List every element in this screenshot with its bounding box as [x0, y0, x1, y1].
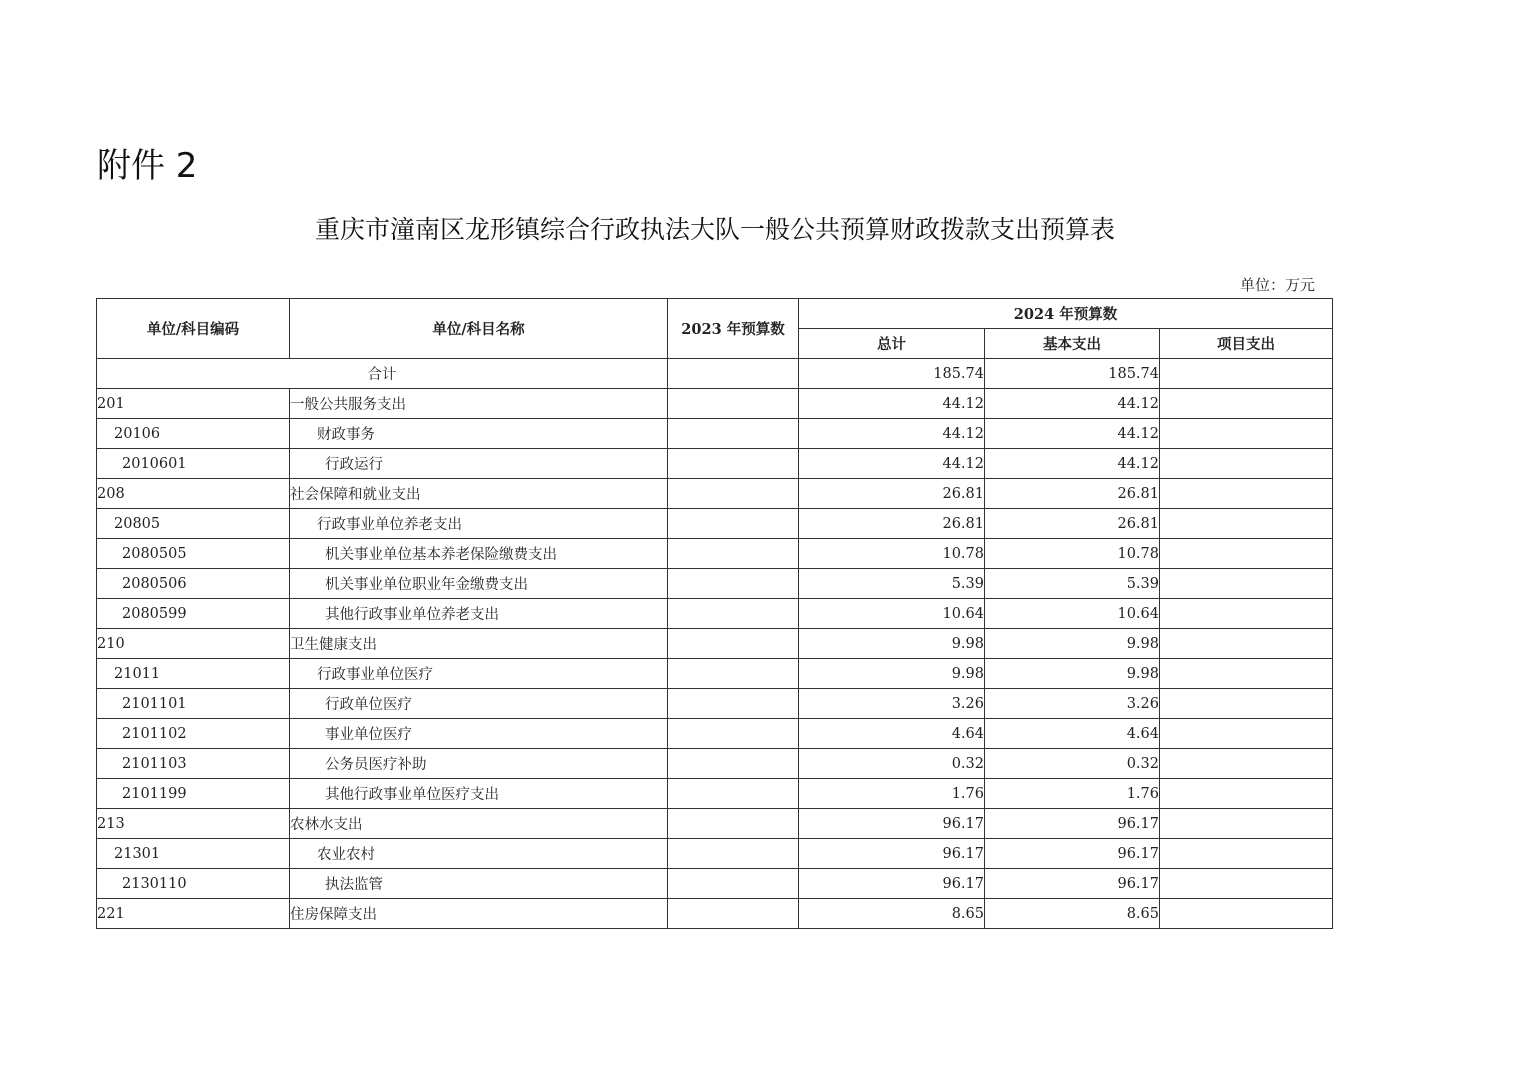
- row-project: [1160, 419, 1333, 449]
- row-project: [1160, 719, 1333, 749]
- row-code: 2080506: [97, 569, 290, 599]
- row-project: [1160, 899, 1333, 929]
- row-basic: 3.26: [985, 689, 1160, 719]
- row-code: 201: [97, 389, 290, 419]
- table-row: [97, 629, 1333, 659]
- row-prev-budget: [668, 539, 799, 569]
- row-prev-budget: [668, 659, 799, 689]
- row-project: [1160, 449, 1333, 479]
- row-name: 机关事业单位基本养老保险缴费支出: [290, 539, 668, 569]
- row-project: [1160, 539, 1333, 569]
- header-code: 单位/科目编码: [97, 299, 290, 359]
- header-cur-budget: 2024 年预算数: [799, 299, 1333, 329]
- row-project: [1160, 689, 1333, 719]
- row-name: 其他行政事业单位养老支出: [290, 599, 668, 629]
- table-row: [97, 779, 1333, 809]
- row-project: [1160, 569, 1333, 599]
- row-basic: 8.65: [985, 899, 1160, 929]
- row-code: 21301: [97, 839, 290, 869]
- row-name: 执法监管: [290, 869, 668, 899]
- table-row: [97, 689, 1333, 719]
- row-name: 住房保障支出: [290, 899, 668, 929]
- table-row: [97, 749, 1333, 779]
- row-project: [1160, 599, 1333, 629]
- header-total: 总计: [799, 329, 985, 359]
- header-basic: 基本支出: [985, 329, 1160, 359]
- row-total: 8.65: [799, 899, 985, 929]
- row-code: 208: [97, 479, 290, 509]
- header-prev-budget: 2023 年预算数: [668, 299, 799, 359]
- row-prev-budget: [668, 509, 799, 539]
- row-total: 10.64: [799, 599, 985, 629]
- row-code: 221: [97, 899, 290, 929]
- row-total: 96.17: [799, 839, 985, 869]
- row-basic: 26.81: [985, 479, 1160, 509]
- row-total: 10.78: [799, 539, 985, 569]
- table-row: [97, 479, 1333, 509]
- row-basic: 4.64: [985, 719, 1160, 749]
- row-code: 213: [97, 809, 290, 839]
- row-total: 9.98: [799, 629, 985, 659]
- total-label: 合计: [97, 359, 668, 389]
- table-row: [97, 899, 1333, 929]
- row-basic: 10.78: [985, 539, 1160, 569]
- row-prev-budget: [668, 479, 799, 509]
- row-name: 公务员医疗补助: [290, 749, 668, 779]
- table-row: [97, 599, 1333, 629]
- row-basic: 44.12: [985, 389, 1160, 419]
- row-code: 210: [97, 629, 290, 659]
- row-name: 事业单位医疗: [290, 719, 668, 749]
- row-basic: 44.12: [985, 419, 1160, 449]
- row-basic: 44.12: [985, 449, 1160, 479]
- row-code: 2080505: [97, 539, 290, 569]
- table-row: [97, 449, 1333, 479]
- row-project: [1160, 629, 1333, 659]
- attachment-label: 附件 2: [97, 146, 198, 186]
- row-total: 5.39: [799, 569, 985, 599]
- row-name: 社会保障和就业支出: [290, 479, 668, 509]
- row-code: 2080599: [97, 599, 290, 629]
- row-prev-budget: [668, 839, 799, 869]
- row-project: [1160, 509, 1333, 539]
- row-basic: 9.98: [985, 659, 1160, 689]
- row-project: [1160, 659, 1333, 689]
- row-total: 26.81: [799, 479, 985, 509]
- row-prev-budget: [668, 869, 799, 899]
- row-project: [1160, 779, 1333, 809]
- row-code: 2101102: [97, 719, 290, 749]
- row-total: 44.12: [799, 419, 985, 449]
- row-total: 3.26: [799, 689, 985, 719]
- row-total: 4.64: [799, 719, 985, 749]
- table-row: [97, 419, 1333, 449]
- row-total: 96.17: [799, 809, 985, 839]
- table-row: [97, 539, 1333, 569]
- row-name: 行政运行: [290, 449, 668, 479]
- row-name: 行政单位医疗: [290, 689, 668, 719]
- row-total: 26.81: [799, 509, 985, 539]
- table-row: [97, 509, 1333, 539]
- row-project: [1160, 479, 1333, 509]
- row-project: [1160, 809, 1333, 839]
- row-code: 2010601: [97, 449, 290, 479]
- row-code: 2130110: [97, 869, 290, 899]
- table-row: [97, 869, 1333, 899]
- row-name: 农业农村: [290, 839, 668, 869]
- row-total: 9.98: [799, 659, 985, 689]
- row-total: 44.12: [799, 449, 985, 479]
- table-row: [97, 839, 1333, 869]
- row-code: 2101101: [97, 689, 290, 719]
- total-basic: 185.74: [985, 359, 1160, 389]
- row-total: 96.17: [799, 869, 985, 899]
- row-basic: 0.32: [985, 749, 1160, 779]
- row-prev-budget: [668, 629, 799, 659]
- unit-label: 单位：万元: [1240, 276, 1316, 294]
- row-prev-budget: [668, 449, 799, 479]
- row-prev-budget: [668, 599, 799, 629]
- table-row: [97, 569, 1333, 599]
- row-total: 0.32: [799, 749, 985, 779]
- total-row: [97, 359, 1333, 389]
- row-name: 财政事务: [290, 419, 668, 449]
- header-project: 项目支出: [1160, 329, 1333, 359]
- row-prev-budget: [668, 569, 799, 599]
- row-project: [1160, 869, 1333, 899]
- total-total: 185.74: [799, 359, 985, 389]
- row-code: 20805: [97, 509, 290, 539]
- total-project: [1160, 359, 1333, 389]
- row-name: 行政事业单位养老支出: [290, 509, 668, 539]
- row-project: [1160, 839, 1333, 869]
- row-project: [1160, 749, 1333, 779]
- row-name: 农林水支出: [290, 809, 668, 839]
- row-name: 行政事业单位医疗: [290, 659, 668, 689]
- row-code: 2101199: [97, 779, 290, 809]
- row-name: 卫生健康支出: [290, 629, 668, 659]
- page-title: 重庆市潼南区龙形镇综合行政执法大队一般公共预算财政拨款支出预算表: [314, 215, 1115, 244]
- row-name: 机关事业单位职业年金缴费支出: [290, 569, 668, 599]
- row-prev-budget: [668, 719, 799, 749]
- row-total: 44.12: [799, 389, 985, 419]
- table-header: [97, 299, 1333, 359]
- table-row: [97, 809, 1333, 839]
- table-row: [97, 719, 1333, 749]
- row-code: 2101103: [97, 749, 290, 779]
- row-project: [1160, 389, 1333, 419]
- row-basic: 26.81: [985, 509, 1160, 539]
- row-name: 一般公共服务支出: [290, 389, 668, 419]
- row-prev-budget: [668, 419, 799, 449]
- row-basic: 96.17: [985, 839, 1160, 869]
- table-body: [97, 359, 1333, 929]
- total-prev: [668, 359, 799, 389]
- row-total: 1.76: [799, 779, 985, 809]
- row-basic: 5.39: [985, 569, 1160, 599]
- budget-table: [96, 298, 1333, 929]
- row-prev-budget: [668, 779, 799, 809]
- row-prev-budget: [668, 389, 799, 419]
- row-prev-budget: [668, 749, 799, 779]
- row-prev-budget: [668, 899, 799, 929]
- row-code: 21011: [97, 659, 290, 689]
- row-prev-budget: [668, 809, 799, 839]
- header-name: 单位/科目名称: [290, 299, 668, 359]
- row-basic: 10.64: [985, 599, 1160, 629]
- table-row: [97, 389, 1333, 419]
- row-basic: 96.17: [985, 869, 1160, 899]
- row-basic: 1.76: [985, 779, 1160, 809]
- table-row: [97, 659, 1333, 689]
- row-prev-budget: [668, 689, 799, 719]
- row-basic: 96.17: [985, 809, 1160, 839]
- row-basic: 9.98: [985, 629, 1160, 659]
- row-code: 20106: [97, 419, 290, 449]
- row-name: 其他行政事业单位医疗支出: [290, 779, 668, 809]
